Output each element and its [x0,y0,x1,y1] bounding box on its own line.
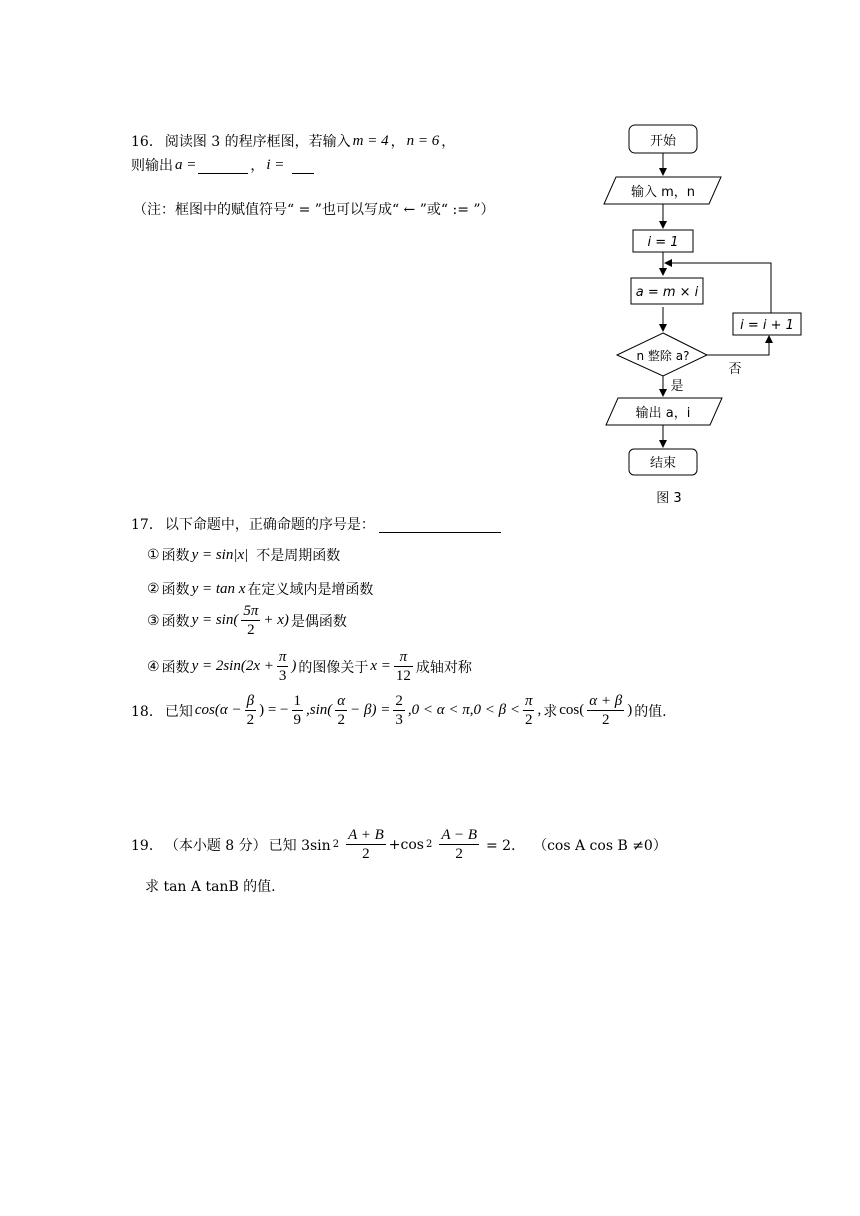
q19-line1 [131,826,667,863]
q17-item-2-formula: y = tan x [191,580,246,597]
q16-n-value: n = 6 [406,132,440,149]
q18-line [131,692,667,729]
q17-item-2-prefix: 函数 [161,582,190,598]
flowchart-input-label: 输入 m，n [630,185,696,200]
q18-part-5: ,0 < α < π,0 < β < [407,702,520,718]
q19-fraction-1: $\frac{A + B}{2}$ [348,827,384,862]
q16-separator: ， [390,134,405,150]
q16-a-label: a = [175,156,197,173]
q16-number: 16． [131,134,163,150]
q17-item-3-suffix: 是偶函数 [290,613,347,630]
q17-item-4-formula-b: ) [291,658,297,674]
q18-part-6: , [537,702,542,718]
q16-i-blank[interactable] [292,157,314,174]
q19-condition: （cos A cos B ≠0） [533,837,667,854]
q16-line2-separator: ， [250,158,265,174]
q17-item-4-fraction: $\frac{\pi}{3}$ [278,649,287,684]
q19-line2: 求 tan A tanB 的值. [145,879,276,895]
q17-item-4-prefix: 函数 [161,659,190,676]
q17-item-4-mark: ④ [147,658,160,675]
flowchart-assign-label: a = m × i [635,285,699,300]
q16-note: （注：框图中的赋值符号“ = ”也可以写成“ ← ”或“ := ”） [133,202,495,218]
q18-suffix: 的值. [634,703,667,720]
q17-item-3-mark: ③ [147,612,160,629]
flowchart-end-label: 结束 [649,456,677,471]
q18-part-3: ,sin( [306,702,333,718]
q19-points: （本小题 8 分） [164,837,267,854]
q17-item-3-formula-b: + x) [263,612,289,628]
q18-ask: 求 [543,703,558,720]
q19-equals: = 2． [486,837,526,854]
q17-item-3 [147,602,347,639]
q18-part-4: − β) = [350,702,391,718]
q17-item-2-mark: ② [147,581,160,597]
flowchart [595,115,815,515]
q18-fraction-4: $\frac{2}{3}$ [395,693,403,728]
q18-part-8: ) [627,702,633,718]
q17-item-1-mark: ① [147,547,160,563]
q19-superscript-2: 2 [425,839,433,850]
q18-part-2: ) = − [259,702,289,718]
q19-prefix: 已知 3sin [268,837,331,854]
q17-item-4-fraction-2: $\frac{\pi}{12}$ [395,649,411,684]
q17-item-3-prefix: 函数 [161,613,190,630]
q17-item-1-suffix: 不是周期函数 [256,548,341,564]
q18-part-1: cos(α − [194,702,242,718]
q17-item-2-suffix: 在定义域内是增函数 [247,582,374,598]
q16-m-value: m = 4 [352,132,389,149]
q17-answer-blank[interactable] [379,516,501,533]
flowchart-yes-label: 是 [670,379,684,394]
q18-prefix: 已知 [164,703,193,720]
q16-separator-2: ， [441,134,456,150]
q17-item-1-prefix: 函数 [161,548,190,564]
q17-item-1-formula: y = sin|x| [191,546,249,563]
q18-part-7: cos( [559,702,585,718]
q16-line1 [131,131,455,151]
q16-a-blank[interactable] [198,157,248,174]
q19-plus: +cos [388,836,424,853]
q18-fraction-6: $\frac{\alpha + \beta}{2}$ [589,693,623,728]
q17-header [131,514,501,534]
q16-output-text: 则输出 [131,158,173,174]
q18-fraction-1: $\frac{\beta}{2}$ [246,693,255,728]
q19-superscript: 2 [332,839,340,850]
flowchart-init-label: i = 1 [647,235,679,250]
q18-fraction-2: $\frac{1}{9}$ [293,693,301,728]
q17-item-4-formula-c: x = [370,658,391,674]
q18-fraction-3: $\frac{\alpha}{2}$ [337,693,346,728]
q17-item-3-fraction: $\frac{5\pi}{2}$ [243,603,259,638]
q16-line2 [131,155,314,175]
q18-fraction-5: $\frac{\pi}{2}$ [524,693,533,728]
q17-item-3-formula-a: y = sin( [191,612,239,628]
flowchart-start-label: 开始 [649,134,677,149]
flowchart-decision-label: n 整除 a? [636,349,690,363]
q17-item-1 [147,545,340,565]
q17-item-4-mid: 的图像关于 [298,659,369,676]
q17-item-4 [147,648,472,685]
q16-text: 阅读图 3 的程序框图，若输入 [164,134,351,150]
flowchart-increment-label: i = i + 1 [740,318,794,333]
q19-number: 19． [131,837,163,854]
flowchart-no-label: 否 [728,362,742,377]
q17-item-4-suffix: 成轴对称 [415,659,472,676]
flowchart-caption: 图 3 [656,491,682,506]
q19-fraction-2: $\frac{A - B}{2}$ [441,827,477,862]
q17-text: 以下命题中，正确命题的序号是： [164,517,375,533]
q17-item-4-formula-a: y = 2sin(2x + [191,658,274,674]
q17-number: 17． [131,517,163,533]
flowchart-no-path [707,336,769,355]
q17-item-2 [147,579,373,599]
q16-i-label: i = [266,156,285,173]
flowchart-output-label: 输出 a，i [635,406,691,421]
q18-number: 18． [131,703,163,720]
